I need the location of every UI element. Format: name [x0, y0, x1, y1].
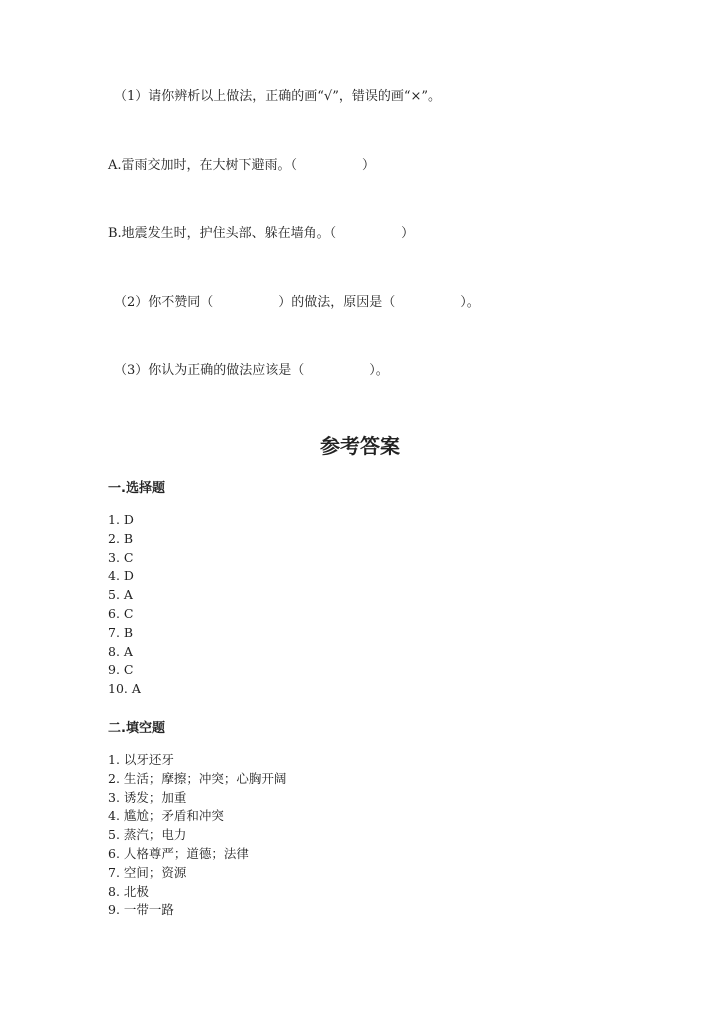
- option-b: B.地震发生时，护住头部、躲在墙角。（ ）: [108, 226, 415, 241]
- question-1: （1）请你辨析以上做法，正确的画“√”，错误的画“×”。: [114, 89, 442, 104]
- answer-item: 8. A: [108, 643, 133, 659]
- option-a: A.雷雨交加时，在大树下避雨。（ ）: [108, 158, 376, 173]
- question-3: （3）你认为正确的做法应该是（ ）。: [114, 363, 389, 378]
- fill-answers: [108, 751, 286, 920]
- answer-item: 2. B: [108, 530, 134, 546]
- answer-item: 9. 一带一路: [108, 902, 174, 918]
- answer-item: 6. C: [108, 605, 134, 621]
- answer-item: 6. 人格尊严；道德；法律: [108, 845, 249, 861]
- answer-title: 参考答案: [320, 434, 400, 458]
- answer-item: 9. C: [108, 662, 134, 678]
- answer-item: 5. A: [108, 587, 133, 603]
- answer-item: 10. A: [108, 681, 141, 697]
- choice-answers: [108, 511, 141, 699]
- answer-item: 4. 尴尬；矛盾和冲突: [108, 808, 224, 824]
- answer-item: 3. C: [108, 549, 134, 565]
- answer-item: 4. D: [108, 568, 134, 584]
- answer-item: 3. 诱发；加重: [108, 789, 187, 805]
- answer-item: 8. 北极: [108, 883, 149, 899]
- section-fill-heading: 二.填空题: [108, 721, 165, 736]
- answer-item: 1. 以牙还牙: [108, 752, 174, 767]
- answer-item: 2. 生活；摩擦；冲突；心胸开阔: [108, 770, 287, 786]
- answer-item: 7. 空间；资源: [108, 864, 187, 880]
- section-choice-heading: 一.选择题: [108, 481, 165, 496]
- question-2: （2）你不赞同（ ）的做法，原因是（ ）。: [114, 295, 480, 310]
- answer-item: 5. 蒸汽；电力: [108, 827, 187, 843]
- answer-item: 1. D: [108, 512, 134, 527]
- answer-item: 7. B: [108, 624, 134, 640]
